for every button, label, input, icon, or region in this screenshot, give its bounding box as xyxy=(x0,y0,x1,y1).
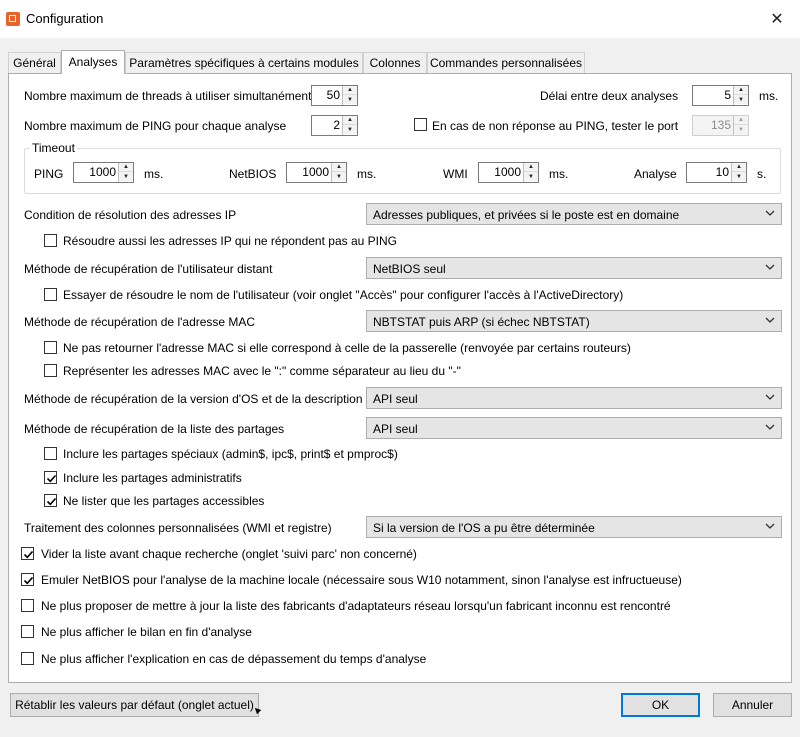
port-test-label: En cas de non réponse au PING, tester le port xyxy=(432,119,679,133)
port-spinner xyxy=(692,115,749,136)
opt-timeout-label: Ne plus afficher l'explication en cas de dépassement du temps d'analyse xyxy=(41,652,427,666)
chevron-down-icon xyxy=(765,521,775,531)
spin-up-icon[interactable]: ▲ xyxy=(734,86,748,95)
chevron-down-icon xyxy=(765,208,775,218)
opt-netbios-checkbox[interactable] xyxy=(21,573,34,586)
spin-down-icon[interactable]: ▼ xyxy=(332,172,346,181)
custom-cols-value: Si la version de l'OS a pu être déterminée xyxy=(373,521,595,535)
title-bar xyxy=(0,0,800,38)
mac-gateway-label: Ne pas retourner l'adresse MAC si elle correspond à celle de la passerelle (renvoyée par certains routeurs) xyxy=(63,341,631,355)
timeout-ping-unit: ms. xyxy=(144,167,164,181)
spin-down-icon[interactable]: ▼ xyxy=(524,172,538,181)
resolve-no-ping-checkbox[interactable] xyxy=(44,234,57,247)
mac-label: Méthode de récupération de l'adresse MAC xyxy=(24,315,256,329)
opt-netbios-label: Emuler NetBIOS pour l'analyse de la machine locale (nécessaire sous W10 notamment, sinon l'analyse est infructueuse) xyxy=(41,573,682,587)
shares-admin-label: Inclure les partages administratifs xyxy=(63,471,242,485)
tab-module-settings[interactable]: Paramètres spécifiques à certains modules xyxy=(125,52,363,73)
app-icon xyxy=(6,12,20,26)
remote-user-label: Méthode de récupération de l'utilisateur distant xyxy=(24,262,273,276)
timeout-analyse-spinner[interactable] xyxy=(686,162,747,183)
opt-summary-label: Ne plus afficher le bilan en fin d'analyse xyxy=(41,625,252,639)
delay-unit: ms. xyxy=(759,89,779,103)
spin-up-icon[interactable]: ▲ xyxy=(343,116,357,125)
timeout-ping-label: PING xyxy=(34,167,64,181)
os-label: Méthode de récupération de la version d'OS et de la description xyxy=(24,392,363,406)
shares-accessible-label: Ne lister que les partages accessibles xyxy=(63,494,265,508)
pings-value: 2 xyxy=(333,118,340,132)
timeout-netbios-spinner[interactable] xyxy=(286,162,347,183)
opt-vendors-checkbox[interactable] xyxy=(21,599,34,612)
shares-special-checkbox[interactable] xyxy=(44,447,57,460)
spin-down-icon[interactable]: ▼ xyxy=(343,125,357,134)
threads-label: Nombre maximum de threads à utiliser simultanément xyxy=(24,89,312,103)
checkmark-icon xyxy=(23,575,34,586)
shares-admin-checkbox[interactable] xyxy=(44,471,57,484)
chevron-down-icon xyxy=(765,422,775,432)
mac-gateway-checkbox[interactable] xyxy=(44,341,57,354)
spin-down-icon[interactable]: ▼ xyxy=(343,95,357,104)
timeout-netbios-label: NetBIOS xyxy=(229,167,277,181)
opt-summary-checkbox[interactable] xyxy=(21,625,34,638)
tab-colonnes[interactable]: Colonnes xyxy=(363,52,427,73)
close-icon[interactable]: ✕ xyxy=(770,11,784,28)
shares-value: API seul xyxy=(373,422,418,436)
mac-colon-checkbox[interactable] xyxy=(44,364,57,377)
os-select[interactable] xyxy=(366,387,782,409)
mac-value: NBTSTAT puis ARP (si échec NBTSTAT) xyxy=(373,315,590,329)
timeout-ping-value: 1000 xyxy=(89,165,116,179)
timeout-analyse-value: 10 xyxy=(715,165,729,179)
spin-down-icon[interactable]: ▼ xyxy=(119,172,133,181)
shares-select[interactable] xyxy=(366,417,782,439)
ip-resolution-label: Condition de résolution des adresses IP xyxy=(24,208,237,222)
mac-select[interactable] xyxy=(366,310,782,332)
spin-down-icon[interactable]: ▼ xyxy=(734,95,748,104)
pings-label: Nombre maximum de PING pour chaque analyse xyxy=(24,119,287,133)
timeout-ping-spinner[interactable] xyxy=(73,162,134,183)
tab-analyses[interactable]: Analyses xyxy=(61,50,125,74)
timeout-netbios-value: 1000 xyxy=(302,165,329,179)
custom-cols-select[interactable] xyxy=(366,516,782,538)
ok-button[interactable]: OK xyxy=(621,693,700,717)
tab-general[interactable]: Général xyxy=(8,52,61,73)
delay-value: 5 xyxy=(724,88,731,102)
spin-up-icon[interactable]: ▲ xyxy=(524,163,538,172)
spin-up-icon[interactable]: ▲ xyxy=(332,163,346,172)
port-test-checkbox[interactable] xyxy=(414,118,427,131)
spin-up-icon[interactable]: ▲ xyxy=(119,163,133,172)
remote-user-select[interactable] xyxy=(366,257,782,279)
pings-spinner[interactable] xyxy=(311,115,358,136)
timeout-wmi-unit: ms. xyxy=(549,167,569,181)
timeout-analyse-unit: s. xyxy=(757,167,767,181)
delay-spinner[interactable] xyxy=(692,85,749,106)
port-value: 135 xyxy=(710,118,731,132)
timeout-wmi-label: WMI xyxy=(443,167,468,181)
chevron-down-icon xyxy=(765,315,775,325)
spin-up-icon[interactable]: ▲ xyxy=(732,163,746,172)
ip-resolution-value: Adresses publiques, et privées si le poste est en domaine xyxy=(373,208,680,222)
opt-clear-checkbox[interactable] xyxy=(21,547,34,560)
chevron-down-icon xyxy=(765,392,775,402)
opt-timeout-checkbox[interactable] xyxy=(21,652,34,665)
opt-vendors-label: Ne plus proposer de mettre à jour la liste des fabricants d'adaptateurs réseau lorsqu'un fabricant inconnu est rencontré xyxy=(41,599,671,613)
tab-commandes[interactable]: Commandes personnalisées xyxy=(427,52,585,73)
checkmark-icon xyxy=(23,549,34,560)
spin-down-icon: ▼ xyxy=(734,125,748,134)
threads-spinner[interactable] xyxy=(311,85,358,106)
resolve-no-ping-label: Résoudre aussi les adresses IP qui ne répondent pas au PING xyxy=(63,234,397,248)
os-value: API seul xyxy=(373,392,418,406)
reset-defaults-button[interactable]: Rétablir les valeurs par défaut (onglet actuel) xyxy=(10,693,259,717)
spin-up-icon[interactable]: ▲ xyxy=(343,86,357,95)
shares-special-label: Inclure les partages spéciaux (admin$, ipc$, print$ et pmproc$) xyxy=(63,447,398,461)
timeout-analyse-label: Analyse xyxy=(634,167,677,181)
threads-value: 50 xyxy=(326,88,340,102)
spin-down-icon[interactable]: ▼ xyxy=(732,172,746,181)
resolve-user-label: Essayer de résoudre le nom de l'utilisateur (voir onglet "Accès" pour configurer l'accès à l'ActiveDirectory) xyxy=(63,288,624,302)
shares-label: Méthode de récupération de la liste des partages xyxy=(24,422,285,436)
timeout-title: Timeout xyxy=(32,141,75,155)
custom-cols-label: Traitement des colonnes personnalisées (WMI et registre) xyxy=(24,521,332,535)
spin-up-icon: ▲ xyxy=(734,116,748,125)
window-title: Configuration xyxy=(26,11,104,26)
resolve-user-checkbox[interactable] xyxy=(44,288,57,301)
ip-resolution-select[interactable] xyxy=(366,203,782,225)
chevron-down-icon xyxy=(765,262,775,272)
timeout-wmi-value: 1000 xyxy=(494,165,521,179)
delay-label: Délai entre deux analyses xyxy=(540,89,679,103)
checkmark-icon xyxy=(46,473,57,484)
opt-clear-label: Vider la liste avant chaque recherche (onglet 'suivi parc' non concerné) xyxy=(41,547,417,561)
shares-accessible-checkbox[interactable] xyxy=(44,494,57,507)
timeout-wmi-spinner[interactable] xyxy=(478,162,539,183)
remote-user-value: NetBIOS seul xyxy=(373,262,446,276)
cancel-button[interactable]: Annuler xyxy=(713,693,792,717)
mac-colon-label: Représenter les adresses MAC avec le ":" comme séparateur au lieu du "-" xyxy=(63,364,461,378)
checkmark-icon xyxy=(46,496,57,507)
timeout-netbios-unit: ms. xyxy=(357,167,377,181)
